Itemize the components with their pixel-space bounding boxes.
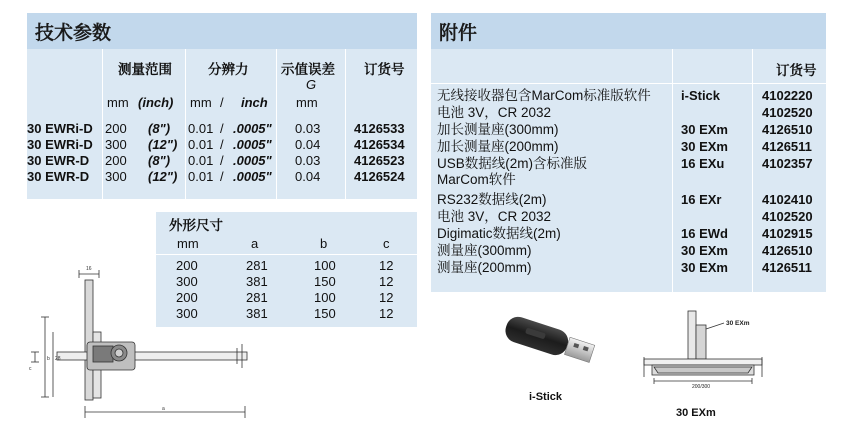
col-header-error-sub: G [306,77,317,92]
unit-mm: mm [190,95,212,110]
dims-cell: 12 [379,306,394,321]
order-number: 4126511 [762,139,812,154]
resolution-inch: .0005" [233,137,272,152]
col-header-order: 订货号 [776,63,817,78]
resolution-inch: .0005" [233,169,272,184]
accessory-code: 16 EXu [681,156,725,171]
dims-cell: 100 [314,290,336,305]
dims-cell: 12 [379,290,394,305]
accessory-code: 16 EXr [681,192,722,207]
dim-label-b: b [47,356,50,362]
accessory-desc: 测量座(300mm) [437,243,532,258]
resolution-mm: 0.01 [188,137,214,152]
accessory-desc: 电池 3V，CR 2032 [437,209,552,224]
order-number: 4102410 [762,192,813,207]
dim-label-top: 16 [86,266,92,272]
slash: / [220,169,224,184]
accessories-header [431,13,826,49]
accessory-code: 30 EXm [681,260,728,275]
order-number: 4126534 [354,137,405,152]
resolution-inch: .0005" [233,121,272,136]
slash: / [220,137,224,152]
order-number: 4102357 [762,156,813,171]
range-mm: 300 [105,169,127,184]
resolution-inch: .0005" [233,153,272,168]
error-value: 0.04 [295,137,321,152]
dims-cell: 12 [379,258,394,273]
tech-specs-header [27,13,417,49]
accessory-desc: USB数据线(2m)含标准版 [437,156,588,171]
accessory-code: 30 EXm [681,122,728,137]
order-number: 4126523 [354,153,405,168]
dims-cell: 300 [176,274,198,289]
dims-col-mm: mm [177,236,199,251]
range-inch: (12") [148,137,178,152]
order-number: 4126511 [762,260,812,275]
dims-col-a: a [251,236,259,251]
dimensions-title: 外形尺寸 [169,218,223,233]
accessory-code: 30 EXm [681,139,728,154]
dims-cell: 200 [176,258,198,273]
col-header-order: 订货号 [364,62,405,77]
accessory-desc: RS232数据线(2m) [437,192,547,207]
dim-label-d: 28 [55,356,61,362]
slash: / [220,153,224,168]
dim-label-c: c [29,366,32,372]
dims-cell: 100 [314,258,336,273]
range-inch: (8") [148,121,171,136]
exm-dim-label: 200/300 [692,384,711,390]
model-name: 30 EWRi-D [27,121,93,136]
i-stick-caption: i-Stick [529,391,563,403]
dims-cell: 381 [246,274,268,289]
col-header-resolution: 分辨力 [208,62,249,77]
order-number: 4126510 [762,243,813,258]
dims-cell: 281 [246,290,268,305]
order-number: 4126510 [762,122,813,137]
col-header-range: 测量范围 [118,62,172,77]
resolution-mm: 0.01 [188,121,214,136]
accessory-desc: 加长测量座(300mm) [437,122,559,137]
accessory-code: i-Stick [681,88,721,103]
dims-cell: 150 [314,306,336,321]
dim-label-a: a [162,406,165,412]
model-name: 30 EWR-D [27,169,90,184]
exm-label: 30 EXm [726,320,750,327]
dims-cell: 300 [176,306,198,321]
dims-cell: 200 [176,290,198,305]
dims-cell: 281 [246,258,268,273]
caliper-drawing [27,262,252,422]
dims-cell: 381 [246,306,268,321]
unit-mm: mm [296,95,318,110]
dims-cell: 150 [314,274,336,289]
unit-slash: / [220,95,224,110]
unit-inch: inch [241,95,268,110]
i-stick-image [496,302,606,382]
range-mm: 300 [105,137,127,152]
col-header-error: 示值误差 [281,62,335,77]
exm-caption: 30 EXm [676,407,716,419]
accessory-desc: MarCom软件 [437,172,516,187]
model-name: 30 EWRi-D [27,137,93,152]
accessory-desc: 无线接收器包含MarCom标准版软件 [437,88,651,103]
dims-col-c: c [383,236,390,251]
dims-cell: 12 [379,274,394,289]
accessory-code: 16 EWd [681,226,728,241]
accessory-desc: Digimatic数据线(2m) [437,226,561,241]
error-value: 0.03 [295,121,321,136]
order-number: 4102520 [762,105,813,120]
resolution-mm: 0.01 [188,169,214,184]
order-number: 4102220 [762,88,813,103]
error-value: 0.03 [295,153,321,168]
order-number: 4102520 [762,209,813,224]
range-inch: (8") [148,153,171,168]
accessory-desc: 加长测量座(200mm) [437,139,559,154]
accessory-code: 30 EXm [681,243,728,258]
order-number: 4126533 [354,121,405,136]
slash: / [220,121,224,136]
order-number: 4126524 [354,169,405,184]
resolution-mm: 0.01 [188,153,214,168]
accessory-desc: 测量座(200mm) [437,260,532,275]
model-name: 30 EWR-D [27,153,90,168]
accessory-desc: 电池 3V，CR 2032 [437,105,552,120]
exm-drawing [640,305,770,390]
unit-inch: (inch) [138,95,174,110]
error-value: 0.04 [295,169,321,184]
range-mm: 200 [105,153,127,168]
order-number: 4102915 [762,226,813,241]
accessories-title: 附件 [439,22,478,44]
tech-specs-title: 技术参数 [35,22,112,44]
unit-mm: mm [107,95,129,110]
dims-col-b: b [320,236,328,251]
range-inch: (12") [148,169,178,184]
range-mm: 200 [105,121,127,136]
